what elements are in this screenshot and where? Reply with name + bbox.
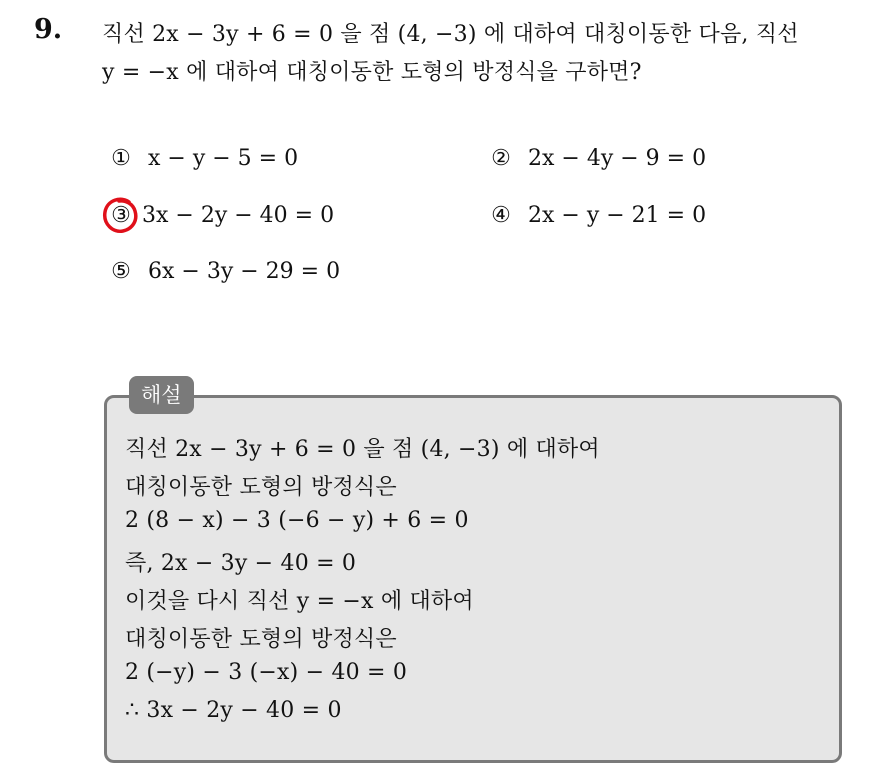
solution-line: 이것을 다시 직선 y = −x 에 대하여 [125, 589, 474, 614]
solution-line: 2 (−y) − 3 (−x) − 40 = 0 [125, 660, 408, 685]
choice-expression: 3x − 2y − 40 = 0 [142, 203, 335, 228]
problem-number: 9. [34, 14, 63, 45]
solution-tag: 해설 [129, 376, 194, 414]
question-text-line-2: y = −x 에 대하여 대칭이동한 도형의 방정식을 구하면? [102, 60, 642, 85]
choice-expression: 6x − 3y − 29 = 0 [148, 259, 341, 284]
solution-line: 즉, 2x − 3y − 40 = 0 [125, 551, 357, 576]
solution-line: 2 (8 − x) − 3 (−6 − y) + 6 = 0 [125, 508, 469, 533]
choice-expression: 2x − y − 21 = 0 [528, 203, 707, 228]
choice-expression: x − y − 5 = 0 [148, 146, 299, 171]
solution-line: 직선 2x − 3y + 6 = 0 을 점 (4, −3) 에 대하여 [125, 437, 600, 462]
choice-5[interactable] [108, 259, 340, 284]
solution-line: 대칭이동한 도형의 방정식은 [125, 627, 397, 652]
choice-number: ② [491, 146, 511, 171]
choice-1[interactable] [108, 146, 298, 171]
choice-2[interactable] [488, 146, 706, 171]
solution-line: 대칭이동한 도형의 방정식은 [125, 475, 397, 500]
choice-number: ④ [491, 203, 511, 228]
choice-number: ⑤ [111, 259, 131, 284]
solution-line: ∴ 3x − 2y − 40 = 0 [125, 698, 342, 723]
choice-3[interactable] [108, 203, 334, 228]
choice-number: ① [111, 146, 131, 171]
choice-4[interactable] [488, 203, 706, 228]
question-text-line-1: 직선 2x − 3y + 6 = 0 을 점 (4, −3) 에 대하여 대칭이동한 다음, 직선 [102, 22, 799, 47]
choice-number: ③ [111, 203, 131, 228]
choice-expression: 2x − 4y − 9 = 0 [528, 146, 707, 171]
